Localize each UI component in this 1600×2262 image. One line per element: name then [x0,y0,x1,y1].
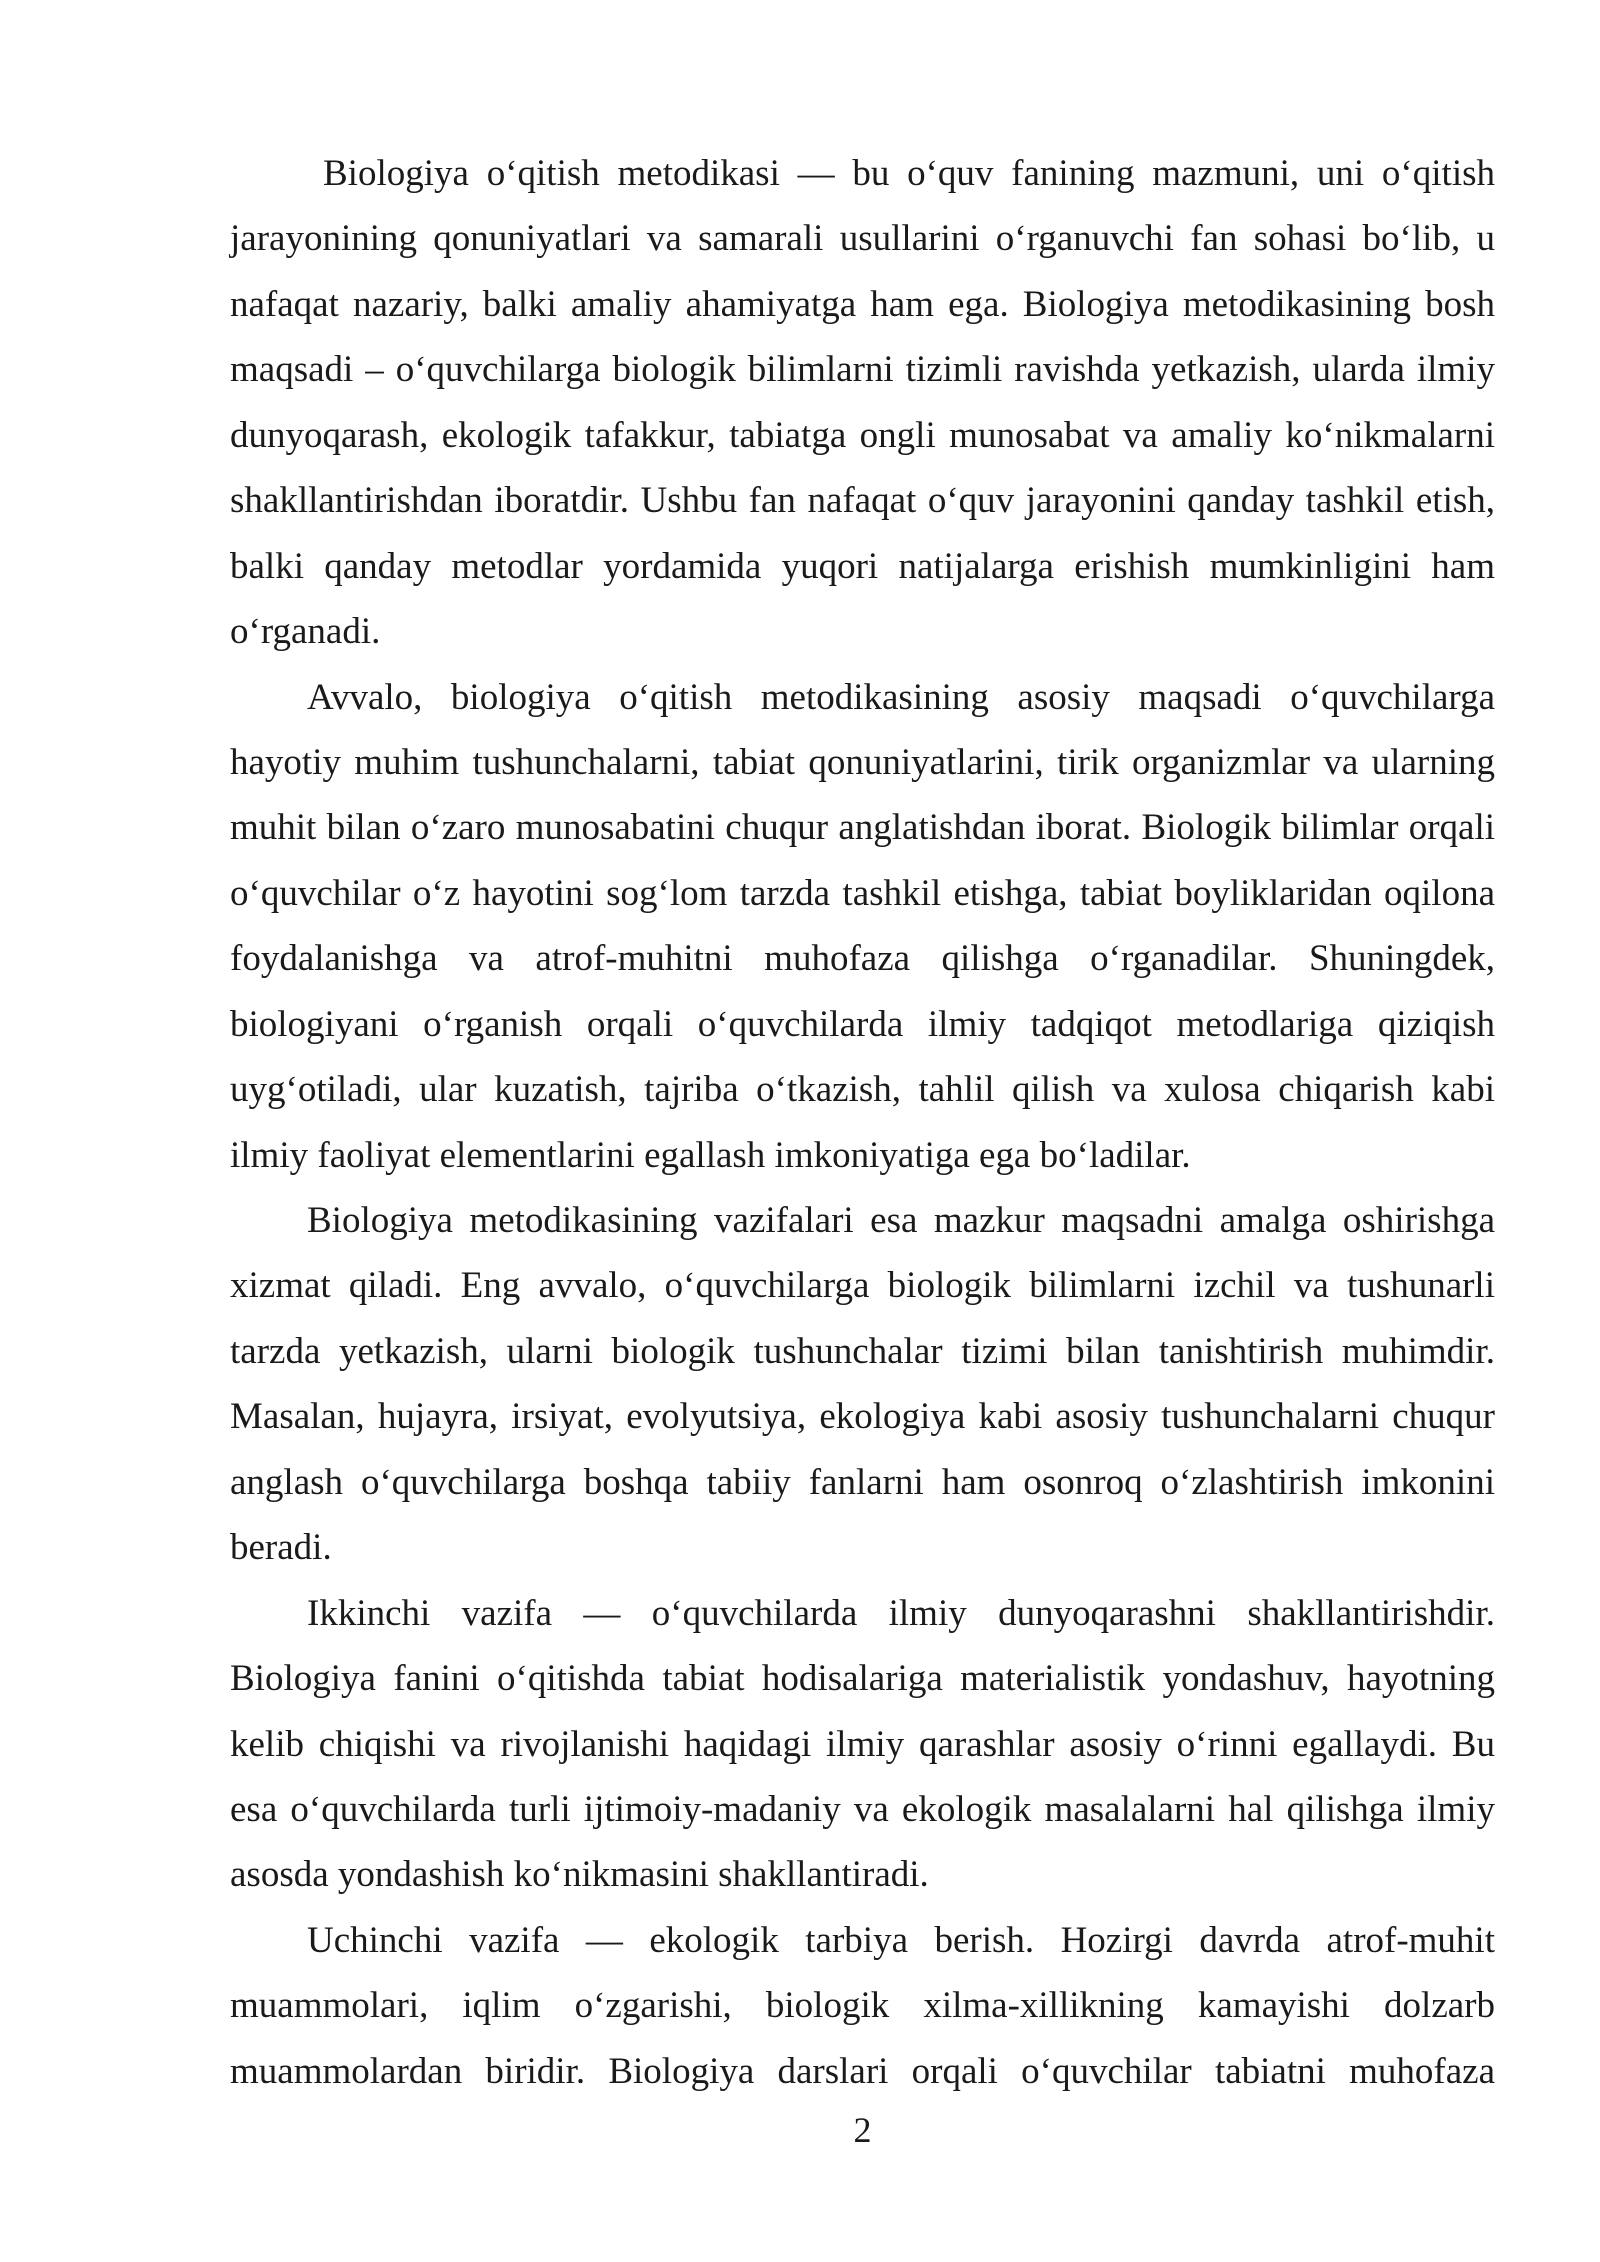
text-line: muhit bilan o‘zaro munosabatini chuqur anglatishdan iborat. Biologik bilimlar orqali [230,807,1495,849]
text-line: Biologiya fanini o‘qitishda tabiat hodisalariga materialistik yondashuv, hayotning [230,1658,1495,1700]
text-line: Masalan, hujayra, irsiyat, evolyutsiya, ekologiya kabi asosiy tushunchalarni chuqur [230,1396,1495,1438]
text-line: asosda yondashish ko‘nikmasini shakllantiradi. [230,1854,929,1896]
text-line: jarayonining qonuniyatlari va samarali usullarini o‘rganuvchi fan sohasi bo‘lib, u [230,218,1495,260]
text-line: o‘rganadi. [230,611,381,653]
text-line: hayotiy muhim tushunchalarni, tabiat qonuniyatlarini, tirik organizmlar va ularning [230,741,1495,783]
text-line: kelib chiqishi va rivojlanishi haqidagi ilmiy qarashlar asosiy o‘rinni egallaydi. Bu [230,1723,1495,1765]
page-number: 2 [853,2110,872,2150]
text-line: Biologiya o‘qitish metodikasi — bu o‘quv fanining mazmuni, uni o‘qitish [323,153,1495,194]
text-line: biologiyani o‘rganish orqali o‘quvchilarda ilmiy tadqiqot metodlariga qiziqish [230,1003,1495,1045]
paragraph-2 [230,665,1495,1189]
text-line: maqsadi – o‘quvchilarga biologik bilimlarni tizimli ravishda yetkazish, ularda ilmiy [230,349,1495,391]
text-line: esa o‘quvchilarda turli ijtimoiy-madaniy va ekologik masalalarni hal qilishga ilmiy [230,1788,1495,1830]
text-line: anglash o‘quvchilarga boshqa tabiiy fanlarni ham osonroq o‘zlashtirish imkonini [230,1461,1495,1503]
text-line: shakllantirishdan iboratdir. Ushbu fan nafaqat o‘quv jarayonini qanday tashkil etish, [230,480,1495,522]
paragraph-1 [230,141,1495,665]
text-line: tarzda yetkazish, ularni biologik tushunchalar tizimi bilan tanishtirish muhimdir. [230,1330,1495,1372]
text-line: beradi. [230,1527,332,1569]
text-line: balki qanday metodlar yordamida yuqori natijalarga erishish mumkinligini ham [230,545,1495,587]
paragraph-5 [230,1908,1495,2104]
body-text [230,141,1495,2104]
text-line: dunyoqarash, ekologik tafakkur, tabiatga ongli munosabat va amaliy ko‘nikmalarni [230,414,1495,456]
text-line: uyg‘otiladi, ular kuzatish, tajriba o‘tkazish, tahlil qilish va xulosa chiqarish kabi [230,1069,1495,1111]
text-line: Uchinchi vazifa — ekologik tarbiya berish. Hozirgi davrda atrof-muhit [307,1919,1495,1961]
paragraph-4 [230,1581,1495,1908]
text-line: muammolari, iqlim o‘zgarishi, biologik xilma-xillikning kamayishi dolzarb [230,1985,1495,2027]
text-line: muammolardan biridir. Biologiya darslari orqali o‘quvchilar tabiatni muhofaza [230,2050,1495,2092]
text-line: nafaqat nazariy, balki amaliy ahamiyatga ham ega. Biologiya metodikasining bosh [230,283,1495,325]
text-line: Avvalo, biologiya o‘qitish metodikasining asosiy maqsadi o‘quvchilarga [307,676,1495,718]
text-line: Ikkinchi vazifa — o‘quvchilarda ilmiy dunyoqarashni shakllantirishdir. [307,1592,1495,1634]
text-line: Biologiya metodikasining vazifalari esa mazkur maqsadni amalga oshirishga [307,1200,1495,1241]
paragraph-3 [230,1188,1495,1581]
text-line: foydalanishga va atrof-muhitni muhofaza qilishga o‘rganadilar. Shuningdek, [230,938,1495,980]
text-line: xizmat qiladi. Eng avvalo, o‘quvchilarga biologik bilimlarni izchil va tushunarli [230,1265,1495,1307]
text-line: o‘quvchilar o‘z hayotini sog‘lom tarzda tashkil etishga, tabiat boyliklaridan oqilona [230,872,1495,914]
text-line: ilmiy faoliyat elementlarini egallash imkoniyatiga ega bo‘ladilar. [230,1134,1191,1176]
